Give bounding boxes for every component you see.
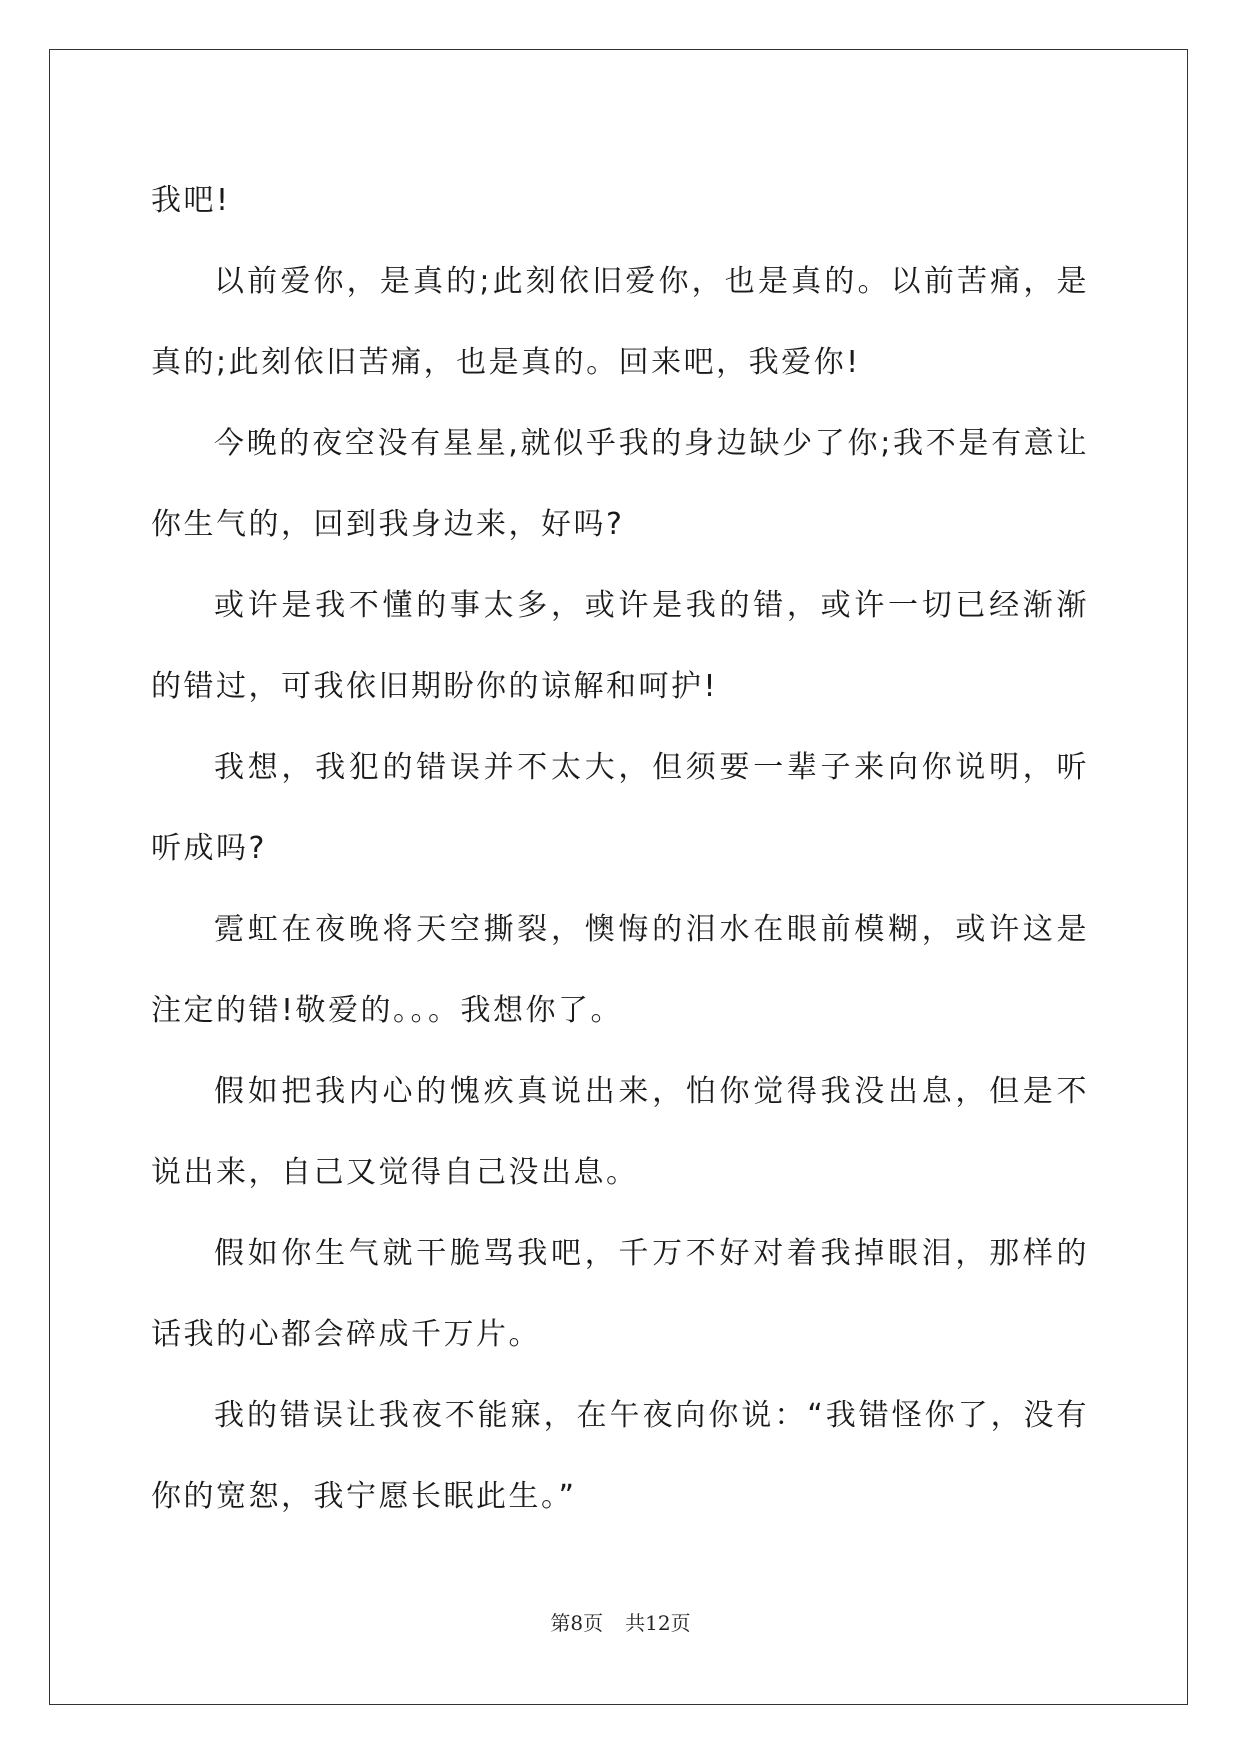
document-body bbox=[151, 160, 1089, 1537]
paragraph: 假如把我内心的愧疚真说出来，怕你觉得我没出息，但是不说出来，自己又觉得自己没出息。 bbox=[151, 1074, 1089, 1190]
paragraph: 或许是我不懂的事太多，或许是我的错，或许一切已经渐渐的错过，可我依旧期盼你的谅解和呵护! bbox=[151, 588, 1089, 704]
page-number: 第8页 bbox=[550, 1611, 604, 1635]
paragraph: 我想，我犯的错误并不太大，但须要一辈子来向你说明，听听成吗? bbox=[151, 750, 1089, 866]
paragraph: 我吧! bbox=[151, 183, 231, 218]
paragraph: 霓虹在夜晚将天空撕裂，懊悔的泪水在眼前模糊，或许这是注定的错!敬爱的。。。我想你了。 bbox=[151, 912, 1089, 1028]
paragraph: 今晚的夜空没有星星,就似乎我的身边缺少了你;我不是有意让你生气的，回到我身边来，好吗? bbox=[151, 426, 1089, 542]
page-footer bbox=[0, 1610, 1241, 1636]
paragraph: 我的错误让我夜不能寐，在午夜向你说：“我错怪你了，没有你的宽恕，我宁愿长眠此生。” bbox=[151, 1398, 1089, 1514]
page-total: 共12页 bbox=[625, 1611, 691, 1635]
paragraph: 假如你生气就干脆骂我吧，千万不好对着我掉眼泪，那样的话我的心都会碎成千万片。 bbox=[151, 1236, 1089, 1352]
paragraph: 以前爱你，是真的;此刻依旧爱你，也是真的。以前苦痛，是真的;此刻依旧苦痛，也是真的。回来吧，我爱你! bbox=[151, 264, 1089, 380]
